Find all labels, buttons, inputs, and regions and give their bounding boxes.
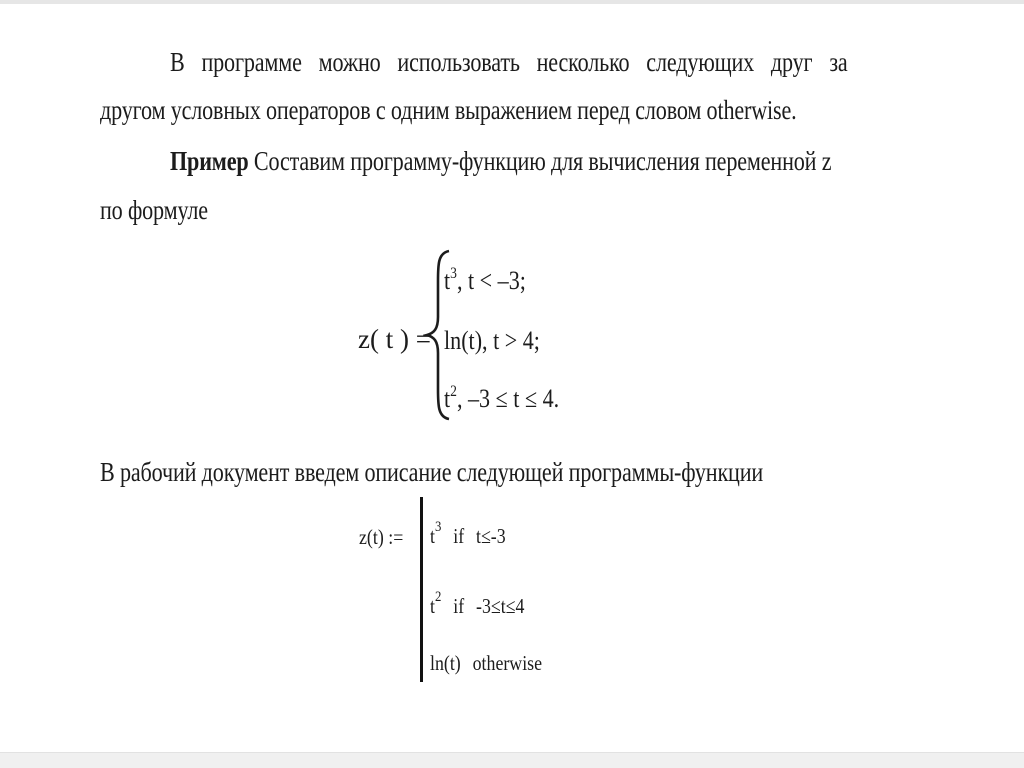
paragraph-3: В рабочий документ введем описание следующей программы-функции	[100, 457, 764, 487]
program-lhs: z(t) :=	[359, 525, 404, 549]
formula-case-2: ln(t), t > 4;	[444, 326, 540, 355]
paragraph-1-line-2: другом условных операторов с одним выражением перед словом otherwise.	[100, 95, 797, 125]
formula-case-1: $t^3$, t < –3;	[444, 265, 526, 295]
program-line-1: $t^3$ if t≤-3	[430, 519, 506, 548]
program-bar	[420, 497, 423, 682]
formula-case-3: $t^2$, –3 ≤ t ≤ 4.	[444, 383, 560, 413]
program-line-3: ln(t) otherwise	[430, 651, 543, 675]
paragraph-1-line-1: В программе можно использовать несколько следующих друг за	[170, 47, 848, 77]
slide	[0, 4, 1024, 752]
formula-lhs: z( t ) =	[358, 324, 431, 354]
program-line-2: $t^2$ if -3≤t≤4	[430, 589, 525, 618]
paragraph-2-line-1	[170, 145, 831, 177]
bottom-frame-border	[0, 752, 1024, 768]
paragraph-2-line-2: по формуле	[100, 195, 208, 225]
example-label: Пример	[170, 146, 249, 176]
paragraph-2-line-1-text: Составим программу-функцию для вычисления переменной z	[248, 146, 832, 176]
